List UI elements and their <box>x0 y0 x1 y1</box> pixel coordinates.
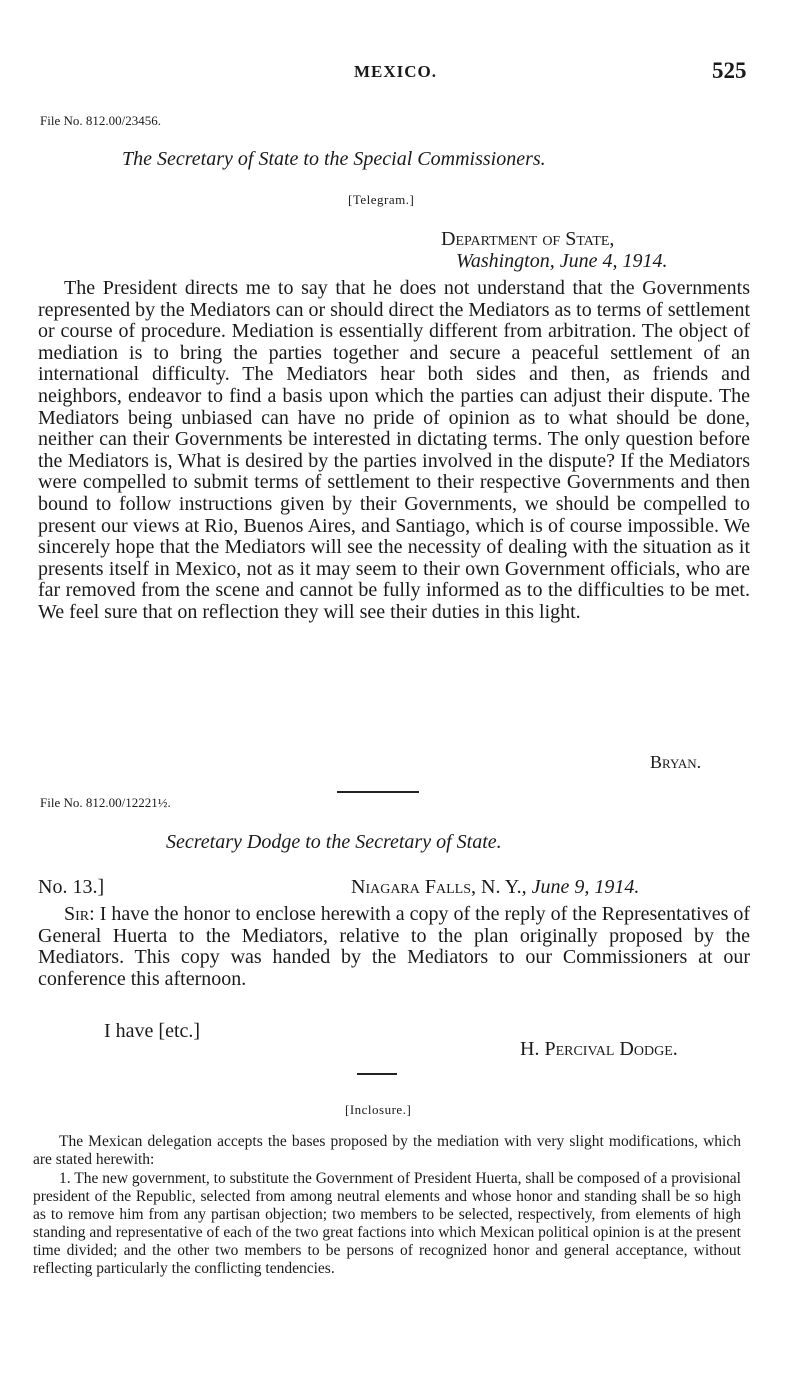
document-title: Secretary Dodge to the Secretary of State. <box>166 831 502 853</box>
file-number: File No. 812.00/23456. <box>40 113 161 128</box>
letter-dateline <box>351 876 639 899</box>
inclosure-note: [Inclosure.] <box>345 1102 412 1117</box>
signature-bryan: Bryan. <box>650 752 702 772</box>
letter-body-text: I have the honor to enclose herewith a copy of the reply of the Representatives of General Huerta to the Mediators, relative to the plan originally proposed by the Mediators. This copy was handed by the Mediators to our Commissioners at our conference this afternoon. <box>38 903 751 990</box>
section-divider <box>357 1073 397 1075</box>
page-number: 525 <box>712 58 747 83</box>
dateline-place: Niagara Falls, N. Y., <box>351 876 527 898</box>
closing: I have [etc.] <box>104 1020 201 1042</box>
inclosure-item-1: 1. The new government, to substitute the Government of President Huerta, shall be composed of a provisional president of the Republic, selected from among neutral elements and whose honor and standing shall be so high as to remove him from any partisan objection; two members to be selected, respectively, from elements of high standing and representative of each of the two great factions into which Mexican political opinion is at the present time divided; and the other two members to be persons of recognized honor and general acceptance, without reflecting particularly the conflicting tendencies. <box>33 1170 741 1277</box>
dateline-date: June 9, 1914. <box>531 876 640 898</box>
salutation: Sir: <box>64 903 95 925</box>
dateline-organization: Department of State, <box>441 228 615 250</box>
signature-dodge: H. Percival Dodge. <box>520 1038 678 1060</box>
running-head: MEXICO. <box>354 62 438 81</box>
inclosure-intro: The Mexican delegation accepts the bases proposed by the mediation with very slight modifications, which are stated herewith: <box>33 1133 741 1168</box>
telegram-body: The President directs me to say that he does not understand that the Governments represented by the Mediators can or should direct the Mediators as to terms of settlement or course of procedure. Mediation is essentially different from arbitration. The object of mediation is to bring the parties together and secure a peaceful settlement of an international difficulty. The Mediators hear both sides and then, as friends and neighbors, endeavor to find a basis upon which the parties can adjust their dispute. The Mediators being unbiased can have no pride of opinion as to what should be done, neither can their Governments be interested in dictating terms. The only question before the Mediators is, What is desired by the parties involved in the dispute? If the Mediators were compelled to submit terms of settlement to their respective Governments and then bound to follow instructions given by their Governments, we should be compelled to present our views at Rio, Buenos Aires, and Santiago, which is of course impossible. We sincerely hope that the Mediators will see the necessity of dealing with the situation as it presents itself in Mexico, not as it may seem to their own Government officials, who are far removed from the scene and cannot be fully informed as to the difficulties to be met. We feel sure that on reflection they will see their duties in this light. <box>38 277 751 623</box>
section-divider <box>337 791 419 793</box>
dispatch-number: No. 13.] <box>38 876 105 898</box>
telegram-note: [Telegram.] <box>348 192 415 207</box>
dateline-place-date: Washington, June 4, 1914. <box>456 250 668 272</box>
letter-body <box>38 904 750 990</box>
document-title: The Secretary of State to the Special Commissioners. <box>122 148 546 170</box>
file-number: File No. 812.00/12221½. <box>40 795 171 810</box>
